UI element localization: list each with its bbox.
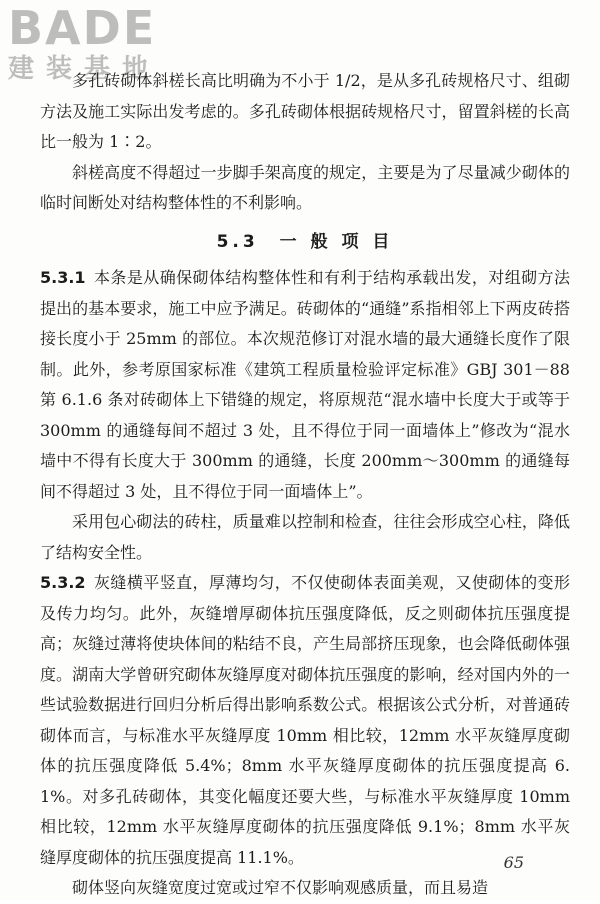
clause-5-3-2 [40,568,570,873]
paragraph-vertical-joint: 砌体竖向灰缝宽度过宽或过窄不仅影响观感质量，而且易造 [72,878,489,897]
paragraph-slope-height: 斜槎高度不得超过一步脚手架高度的规定，主要是为了尽量减少砌体的临时间断处对结构整体性的不利影响。 [40,162,570,212]
watermark-subtitle: 建装基地 [8,54,161,84]
clause-5-3-1 [40,263,570,507]
paragraph-brick-column: 采用包心砌法的砖柱，质量难以控制和检查，往往会形成空心柱，降低了结构安全性。 [40,512,570,562]
page-number: 65 [503,853,524,872]
clause-number: 5.3.1 [40,268,86,287]
clause-number: 5.3.2 [40,573,86,592]
section-title: 5.3 一 般 项 目 [216,231,394,252]
clause-text: 本条是从确保砌体结构整体性和有利于结构承载出发，对组砌方法提出的基本要求，施工中应予满足。砖砌体的“通缝”系指相邻上下两皮砖搭接长度小于 25mm 的部位。本次规范修订对混水墙的最大通缝长度作了限制。此外，参考原国家标准《建筑工程质量检验评定标准》GBJ 301－88 第 6.1.6 条对砖砌体上下错缝的规定，将原规范“混水墙中长度大于或等于 300mm 的通缝每间不超过 3 处，且不得位于同一面墙体上”修改为“混水墙中不得有长度大于 300mm 的通缝，长度 200mm～300mm 的通缝每间不得超过 3 处，且不得位于同一面墙体上”。 [40,268,570,501]
paragraph-multiporous-brick: 多孔砖砌体斜槎长高比明确为不小于 1/2，是从多孔砖规格尺寸、组砌方法及施工实际出发考虑的。多孔砖砌体根据砖规格尺寸，留置斜槎的长高比一般为 1∶2。 [40,71,570,151]
clause-text: 灰缝横平竖直，厚薄均匀，不仅使砌体表面美观，又使砌体的变形及传力均匀。此外，灰缝增厚砌体抗压强度降低，反之则砌体抗压强度提高；灰缝过薄将使块体间的粘结不良，产生局部挤压现象，也会降低砌体强度。湖南大学曾研究砌体灰缝厚度对砌体抗压强度的影响，经对国内外的一些试验数据进行回归分析后得出影响系数公式。根据该公式分析，对普通砖砌体而言，与标准水平灰缝厚度 10mm 相比较，12mm 水平灰缝厚度砌体的抗压强度降低 5.4%；8mm 水平灰缝厚度砌体的抗压强度提高 6.1%。对多孔砖砌体，其变化幅度还要大些，与标准水平灰缝厚度 10mm 相比较，12mm 水平灰缝厚度砌体的抗压强度降低 9.1%；8mm 水平灰缝厚度砌体的抗压强度提高 11.1%。 [40,573,570,867]
body-text [40,66,570,904]
watermark-brand: BADE [8,1,157,55]
